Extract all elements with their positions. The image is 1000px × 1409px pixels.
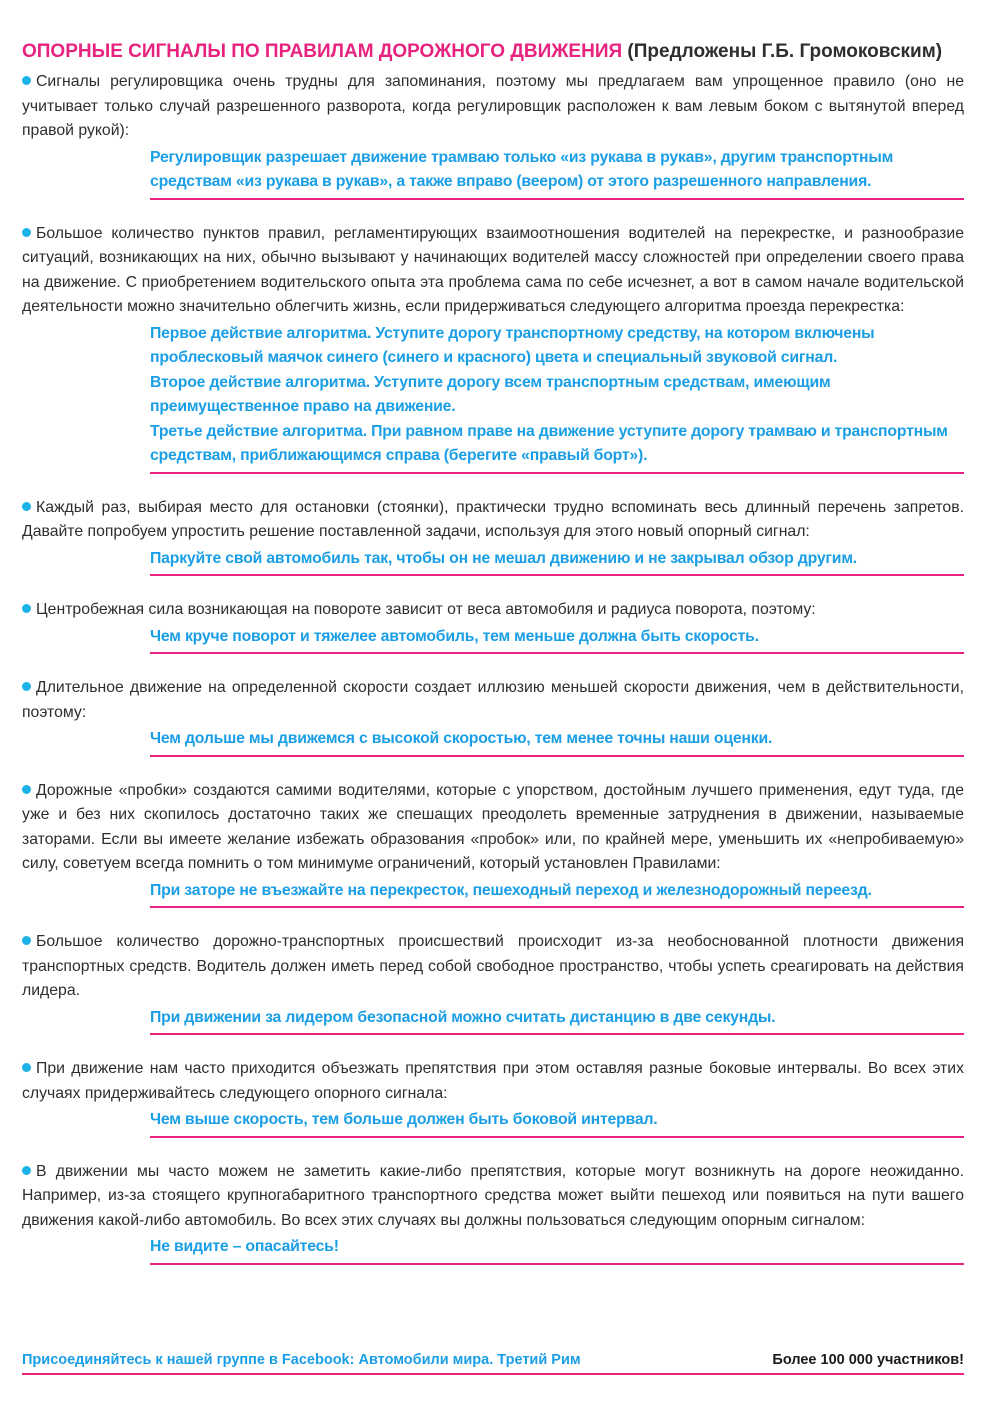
rule-section <box>22 676 964 757</box>
rule-section <box>22 930 964 1035</box>
rule-section <box>22 598 964 654</box>
rule-paragraph <box>22 676 964 725</box>
bullet-icon <box>22 785 31 794</box>
page-title: ОПОРНЫЕ СИГНАЛЫ ПО ПРАВИЛАМ ДОРОЖНОГО ДВИЖЕНИЯ <box>22 41 623 62</box>
rule-section <box>22 70 964 200</box>
signal-line: Чем круче поворот и тяжелее автомобиль, тем меньше должна быть скорость. <box>150 627 759 645</box>
rule-text: Центробежная сила возникающая на повороте зависит от веса автомобиля и радиуса поворота, поэтому: <box>36 601 816 618</box>
bullet-icon <box>22 936 31 945</box>
rule-text: Большое количество дорожно-транспортных происшествий происходит из-за необоснованной плотности движения транспортных средств. Водитель должен иметь перед собой свободное пространство, чтобы успеть среагировать на действия лидера. <box>22 933 964 999</box>
rule-section <box>22 1160 964 1265</box>
rule-paragraph <box>22 1057 964 1106</box>
signal-line: При заторе не въезжайте на перекресток, пешеходный переход и железнодорожный переезд. <box>150 881 872 899</box>
reference-signal <box>150 625 964 655</box>
rule-text: В движении мы часто можем не заметить какие-либо препятствия, которые могут возникнуть на дороге неожиданно. Например, из-за стоящего крупногабаритного транспортного средства может выйти пешеход или появиться на пути вашего движения какой-либо автомобиль. Во всех этих случаях вы должны пользоваться следующим опорным сигналом: <box>22 1162 964 1229</box>
signal-line: Первое действие алгоритма. Уступите дорогу транспортному средству, на котором включены проблесковый маячок синего (синего и красного) цвета и специальный звуковой сигнал. <box>150 324 875 366</box>
signal-line: Паркуйте свой автомобиль так, чтобы он не мешал движению и не закрывал обзор другим. <box>150 549 857 567</box>
signal-line: Второе действие алгоритма. Уступите дорогу всем транспортным средствам, имеющим преимущественное право на движение. <box>150 373 831 415</box>
bullet-icon <box>22 228 31 237</box>
rule-text: Каждый раз, выбирая место для остановки (стоянки), практически трудно вспоминать весь длинный перечень запретов. Давайте попробуем упростить решение поставленной задачи, используя для этого новый опорный сигнал: <box>22 498 964 540</box>
rule-paragraph <box>22 1160 964 1234</box>
rule-text: Длительное движение на определенной скорости создает иллюзию меньшей скорости движения, чем в действительности, поэтому: <box>22 679 964 721</box>
reference-signal <box>150 1235 964 1265</box>
reference-signal <box>150 727 964 757</box>
page-header <box>22 40 982 64</box>
rule-paragraph <box>22 779 964 877</box>
facebook-group-text: Присоединяйтесь к нашей группе в Facebook: Автомобили мира. Третий Рим <box>22 1352 581 1368</box>
rule-paragraph <box>22 70 964 144</box>
footer <box>22 1349 964 1375</box>
bullet-icon <box>22 682 31 691</box>
signal-line: Третье действие алгоритма. При равном праве на движение уступите дорогу трамваю и транспортным средствам, приближающимся справа (берегите «правый борт»). <box>150 422 948 464</box>
rule-section <box>22 222 964 474</box>
content <box>22 70 964 1287</box>
rule-paragraph <box>22 222 964 320</box>
reference-signal <box>150 1006 964 1036</box>
signal-line: Чем дольше мы движемся с высокой скоростью, тем менее точны наши оценки. <box>150 730 773 747</box>
signal-line: Чем выше скорость, тем больше должен быть боковой интервал. <box>150 1111 658 1128</box>
signal-line: Регулировщик разрешает движение трамваю только «из рукава в рукав», другим транспортным средствам «из рукава в рукав», а также вправо (веером) от этого разрешенного направления. <box>150 148 894 190</box>
bullet-icon <box>22 502 31 511</box>
reference-signal <box>150 146 964 200</box>
signal-line: Не видите – опасайтесь! <box>150 1238 339 1255</box>
rule-paragraph <box>22 930 964 1004</box>
rule-text: При движение нам часто приходится объезжать препятствия при этом оставляя разные боковые интервалы. Во всех этих случаях придерживайтесь следующего опорного сигнала: <box>22 1060 964 1102</box>
page-subtitle: (Предложены Г.Б. Громоковским) <box>627 41 943 62</box>
rule-text: Сигналы регулировщика очень трудны для запоминания, поэтому мы предлагаем вам упрощенное правило (оно не учитывает только случай разрешенного разворота, когда регулировщик расположен к вам левым боком с вытянутой вперед правой рукой): <box>22 73 964 139</box>
reference-signal <box>150 322 964 474</box>
rule-section <box>22 779 964 909</box>
reference-signal <box>150 547 964 577</box>
rule-section <box>22 1057 964 1138</box>
rule-text: Большое количество пунктов правил, регламентирующих взаимоотношения водителей на перекрестке, и разнообразие ситуаций, возникающих на них, обычно вызывают у начинающих водителей массу сложностей при определении своего права на движение. С приобретением водительского опыта эта проблема сама по себе исчезнет, а вот в самом начале водительской деятельности можно значительно облегчить жизнь, если придерживаться следующего алгоритма проезда перекрестка: <box>22 224 964 315</box>
rule-section <box>22 496 964 577</box>
signal-line: При движении за лидером безопасной можно считать дистанцию в две секунды. <box>150 1008 776 1026</box>
bullet-icon <box>22 1166 31 1175</box>
rule-paragraph <box>22 598 964 623</box>
bullet-icon <box>22 1063 31 1072</box>
bullet-icon <box>22 604 31 613</box>
reference-signal <box>150 1108 964 1138</box>
rule-paragraph <box>22 496 964 545</box>
participants-count: Более 100 000 участников! <box>772 1352 964 1368</box>
rule-text: Дорожные «пробки» создаются самими водителями, которые с упорством, достойным лучшего применения, едут туда, где уже и без них скопилось достаточно таких же спешащих преодолеть временные затруднения в движении, называемые заторами. Если вы имеете желание избежать образования «пробок» или, по крайней мере, уменьшить их «непробиваемую» силу, советуем всегда помнить о том минимуме ограничений, который установлен Правилами: <box>22 781 964 872</box>
bullet-icon <box>22 76 31 85</box>
reference-signal <box>150 879 964 909</box>
